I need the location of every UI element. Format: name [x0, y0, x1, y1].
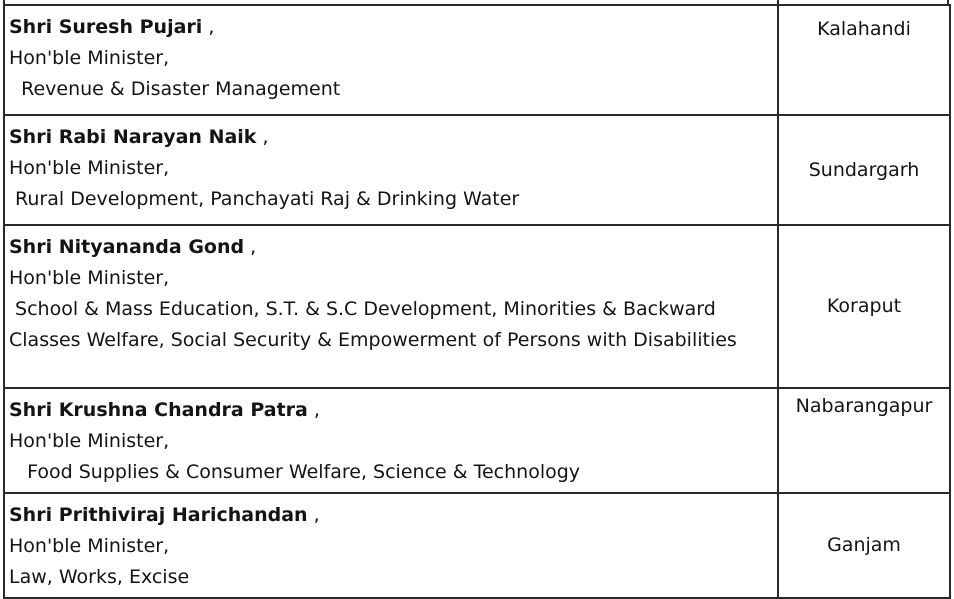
minister-title: Hon'ble Minister, — [9, 157, 170, 179]
minister-name-line — [9, 232, 777, 263]
district-cell: Sundargarh — [778, 115, 950, 225]
ministers-table — [3, 4, 951, 599]
minister-name-line — [9, 395, 777, 426]
minister-portfolio: Rural Development, Panchayati Raj & Drinking Water — [9, 188, 520, 210]
table-row — [4, 225, 950, 388]
minister-title: Hon'ble Minister, — [9, 535, 170, 557]
name-suffix: , — [202, 16, 215, 38]
name-suffix: , — [244, 236, 257, 258]
name-suffix: , — [307, 399, 320, 421]
minister-title: Hon'ble Minister, — [9, 47, 170, 69]
minister-name-line — [9, 12, 777, 43]
district-cell: Ganjam — [778, 493, 950, 598]
minister-cell — [4, 388, 778, 493]
table-row — [4, 388, 950, 493]
minister-cell — [4, 5, 778, 115]
district-cell: Koraput — [778, 225, 950, 388]
minister-cell — [4, 225, 778, 388]
minister-name-line — [9, 122, 777, 153]
minister-title: Hon'ble Minister, — [9, 267, 170, 289]
minister-cell — [4, 115, 778, 225]
name-suffix: , — [307, 504, 320, 526]
minister-name: Shri Suresh Pujari — [9, 16, 203, 38]
minister-name-line — [9, 500, 777, 531]
district-cell: Nabarangapur — [778, 388, 950, 493]
minister-portfolio: Revenue & Disaster Management — [9, 78, 341, 100]
table-row — [4, 115, 950, 225]
district-cell: Kalahandi — [778, 5, 950, 115]
minister-title: Hon'ble Minister, — [9, 430, 170, 452]
minister-portfolio: Law, Works, Excise — [9, 566, 190, 588]
minister-name: Shri Rabi Narayan Naik — [9, 126, 257, 148]
minister-name: Shri Prithiviraj Harichandan — [9, 504, 308, 526]
minister-cell — [4, 493, 778, 598]
minister-name: Shri Krushna Chandra Patra — [9, 399, 308, 421]
minister-portfolio: School & Mass Education, S.T. & S.C Development, Minorities & Backward Classes Welfare, Social Security & Empowerment of Persons with Disabilities — [9, 298, 737, 351]
table-row — [4, 5, 950, 115]
name-suffix: , — [256, 126, 269, 148]
table-row — [4, 493, 950, 598]
minister-portfolio: Food Supplies & Consumer Welfare, Science & Technology — [9, 461, 581, 483]
minister-name: Shri Nityananda Gond — [9, 236, 245, 258]
